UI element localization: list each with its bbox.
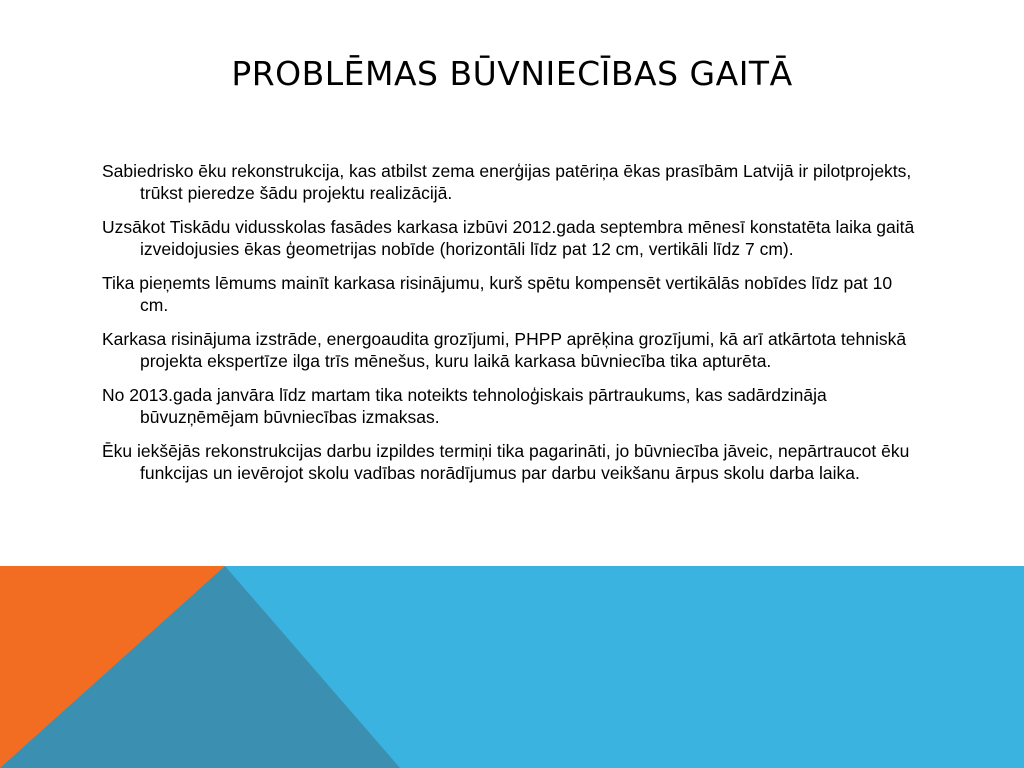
body-paragraph: Sabiedrisko ēku rekonstrukcija, kas atbilst zema enerģijas patēriņa ēkas prasībām Latvijā ir pilotprojekts, trūkst pieredze šādu projektu realizācijā. bbox=[102, 161, 912, 203]
decorative-footer-shapes bbox=[0, 566, 1024, 768]
body-paragraph: Tika pieņemts lēmums mainīt karkasa risinājumu, kurš spētu kompensēt vertikālās nobīdes līdz pat 10 cm. bbox=[102, 273, 893, 315]
body-paragraph: Uzsākot Tiskādu vidusskolas fasādes karkasa izbūvi 2012.gada septembra mēnesī konstatēta laika gaitā izveidojusies ēkas ģeometrijas nobīde (horizontāli līdz pat 12 cm, vertikāli līdz 7 cm). bbox=[102, 217, 915, 259]
slide-body bbox=[102, 160, 922, 496]
slide-title: PROBLĒMAS BŪVNIECĪBAS GAITĀ bbox=[231, 54, 793, 93]
body-paragraph: No 2013.gada janvāra līdz martam tika noteikts tehnoloģiskais pārtraukums, kas sadārdzināja būvuzņēmējam būvniecības izmaksas. bbox=[102, 385, 827, 427]
body-paragraph: Karkasa risinājuma izstrāde, energoaudita grozījumi, PHPP aprēķina grozījumi, kā arī atkārtota tehniskā projekta ekspertīze ilga trīs mēnešus, kuru laikā karkasa būvniecība tika apturēta. bbox=[102, 329, 907, 371]
body-paragraph: Ēku iekšējās rekonstrukcijas darbu izpildes termiņi tika pagarināti, jo būvniecība jāveic, nepārtraucot ēku funkcijas un ievērojot skolu vadības norādījumus par darbu veikšanu ārpus skolu darba laika. bbox=[102, 441, 910, 483]
